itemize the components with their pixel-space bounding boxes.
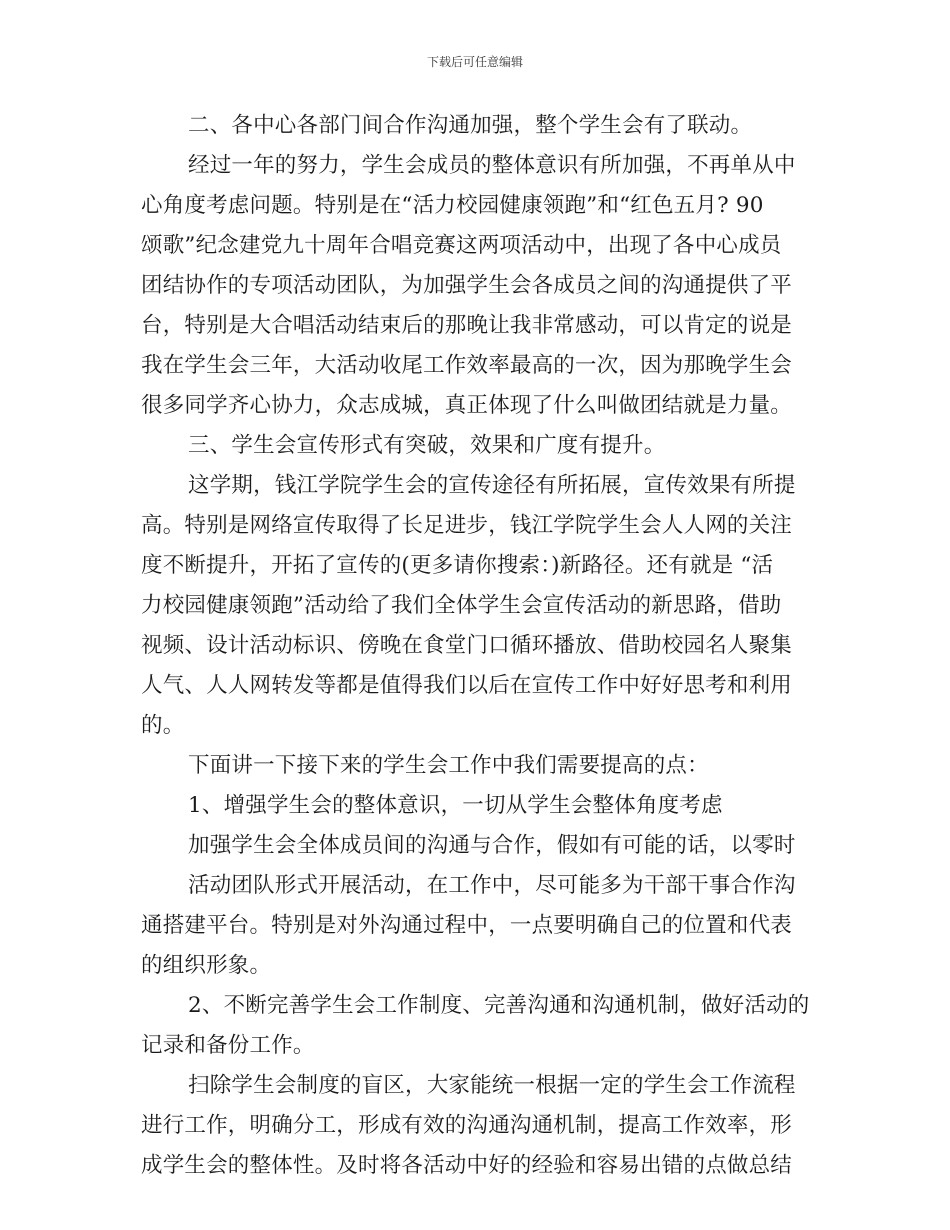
text-line: 人气、人人网转发等都是值得我们以后在宣传工作中好好思考和利用 (141, 673, 793, 698)
text-line: 进行工作，明确分工，形成有效的沟通沟通机制，提高工作效率，形 (141, 1113, 793, 1138)
text-line: 心角度考虑问题。特别是在“活力校园健康领跑”和“红色五月? 90 (141, 193, 764, 218)
text-line: 团结协作的专项活动团队，为加强学生会各成员之间的沟通提供了平 (141, 273, 793, 298)
text-line: 二、各中心各部门间合作沟通加强，整个学生会有了联动。 (188, 113, 753, 138)
text-line: 成学生会的整体性。及时将各活动中好的经验和容易出错的点做总结 (141, 1153, 793, 1178)
text-line: 活动团队形式开展活动，在工作中，尽可能多为干部干事合作沟 (188, 873, 796, 898)
text-line: 我在学生会三年，大活动收尾工作效率最高的一次，因为那晚学生会 (141, 353, 793, 378)
text-line: 2、不断完善学生会工作制度、完善沟通和沟通机制，做好活动的 (188, 993, 810, 1018)
text-line: 通搭建平台。特别是对外沟通过程中，一点要明确自己的位置和代表 (141, 913, 793, 938)
text-line: 度不断提升，开拓了宣传的(更多请你搜索：)新路径。还有就是 “活 (141, 553, 774, 578)
text-line: 扫除学生会制度的盲区，大家能统一根据一定的学生会工作流程 (188, 1073, 796, 1098)
text-line: 记录和备份工作。 (141, 1033, 315, 1058)
document-body (141, 106, 810, 1186)
text-line: 颂歌”纪念建党九十周年合唱竞赛这两项活动中，出现了各中心成员 (141, 233, 782, 258)
text-line: 视频、设计活动标识、傍晚在食堂门口循环播放、借助校园名人聚集 (141, 633, 793, 658)
text-line: 力校园健康领跑”活动给了我们全体学生会宣传活动的新思路，借助 (141, 593, 782, 618)
header-note: 下载后可任意编辑 (426, 55, 523, 69)
text-line: 这学期，钱江学院学生会的宣传途径有所拓展，宣传效果有所提 (188, 473, 796, 498)
text-line: 很多同学齐心协力，众志成城，真正体现了什么叫做团结就是力量。 (141, 393, 793, 418)
text-line: 经过一年的努力，学生会成员的整体意识有所加强，不再单从中 (188, 153, 796, 178)
text-line: 台，特别是大合唱活动结束后的那晚让我非常感动，可以肯定的说是 (141, 313, 793, 338)
text-line: 的。 (141, 713, 185, 738)
text-line: 加强学生会全体成员间的沟通与合作，假如有可能的话，以零时 (188, 833, 796, 858)
text-line: 高。特别是网络宣传取得了长足进步，钱江学院学生会人人网的关注 (141, 513, 793, 538)
text-line: 1、增强学生会的整体意识，一切从学生会整体角度考虑 (188, 793, 723, 818)
text-line: 的组织形象。 (141, 953, 272, 978)
text-line: 三、学生会宣传形式有突破，效果和广度有提升。 (188, 433, 666, 458)
text-line: 下面讲一下接下来的学生会工作中我们需要提高的点： (188, 753, 709, 778)
